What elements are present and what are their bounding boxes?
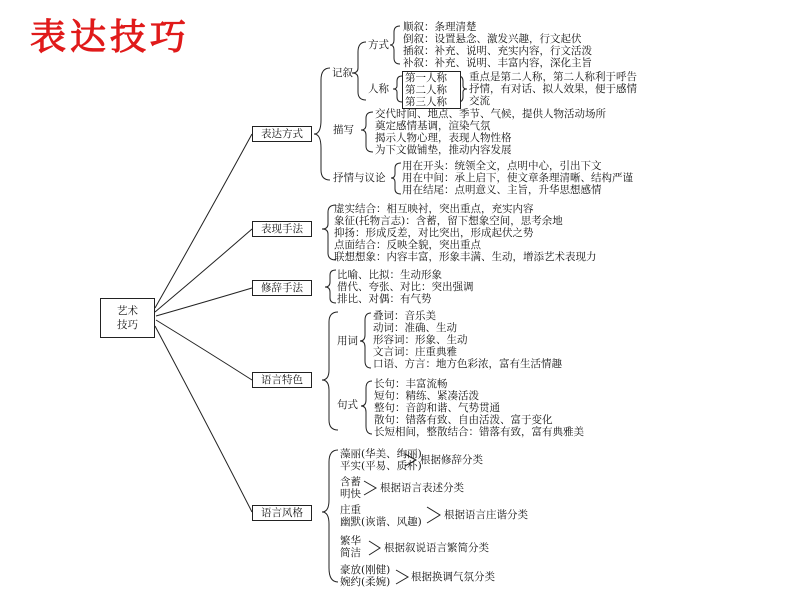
root-box xyxy=(100,298,155,338)
rencheng-note: 交流 xyxy=(469,95,490,107)
root-link-yuyan xyxy=(156,320,252,380)
brace-rencheng xyxy=(393,76,402,102)
miaoxie-item: 奠定感情基调，渲染气氛 xyxy=(375,120,491,132)
jushi-item: 整句：音韵和谐、气势贯通 xyxy=(374,402,500,414)
miaoxie-item: 揭示人物心理，表现人物性格 xyxy=(375,132,512,144)
label-jixu: 记叙 xyxy=(332,67,353,79)
fengge-a: 豪放(刚健) xyxy=(340,564,391,576)
node-xiuci: 修辞手法 xyxy=(252,280,312,296)
biaoxian-item: 虚实结合：相互映衬，突出重点，充实内容 xyxy=(334,203,534,215)
label-miaoxie: 描写 xyxy=(333,124,354,136)
brace-fengge xyxy=(322,450,338,582)
label-yongci: 用词 xyxy=(337,335,358,347)
bracket-fengge-4 xyxy=(369,541,380,555)
node-biaoxian: 表现手法 xyxy=(252,221,312,237)
root-line2: 技巧 xyxy=(117,319,138,331)
fengge-a: 繁华 xyxy=(340,535,361,547)
fengge-a: 藻丽(华美、绚丽) xyxy=(340,448,422,460)
brace-shuqing xyxy=(391,163,401,194)
fengge-note: 根据修辞分类 xyxy=(420,454,483,466)
fengge-note: 根据叙说语言繁简分类 xyxy=(384,542,489,554)
biaoxian-item: 联想想象：内容丰富，形象丰满、生动，增添艺术表现力 xyxy=(334,251,597,263)
biaoxian-item: 象征(托物言志)：含蓄，留下想象空间，思考余地 xyxy=(334,215,563,227)
jushi-item: 短句：精练、紧凑活泼 xyxy=(374,390,479,402)
jushi-item: 长句：丰富流畅 xyxy=(374,378,448,390)
fangshi-item: 插叙：补充、说明、充实内容，行文活泼 xyxy=(403,45,592,57)
xiuci-item: 借代、夸张、对比：突出强调 xyxy=(337,281,474,293)
yongci-item: 形容词：形象、生动 xyxy=(373,334,468,346)
jushi-item: 散句：错落有致、自由活泼、富于变化 xyxy=(374,414,553,426)
yongci-item: 动词：准确、生动 xyxy=(373,322,457,334)
fengge-a: 庄重 xyxy=(340,504,361,516)
node-biaoda: 表达方式 xyxy=(252,126,312,142)
label-rencheng: 人称 xyxy=(368,83,389,95)
shuqing-item: 用在中间：承上启下，使文章条理清晰、结构严谨 xyxy=(402,172,633,184)
miaoxie-item: 为下文做铺垫，推动内容发展 xyxy=(375,144,512,156)
root-link-biaoxian xyxy=(155,229,252,312)
root-link-fengge xyxy=(155,326,252,512)
brace-miaoxie xyxy=(361,112,373,152)
rencheng-note: 抒情，有对话、拟人效果，便于感情 xyxy=(469,83,637,95)
bracket-fengge-5 xyxy=(396,570,408,584)
rencheng-item: 第三人称 xyxy=(405,96,447,108)
node-fengge: 语言风格 xyxy=(252,505,312,521)
root-line1: 艺术 xyxy=(117,305,138,317)
rencheng-item: 第一人称 xyxy=(405,72,447,84)
fengge-b: 简洁 xyxy=(340,547,361,559)
shuqing-item: 用在开头：统领全文，点明中心，引出下文 xyxy=(402,160,602,172)
brace-yuyan xyxy=(322,312,338,430)
fangshi-item: 补叙：补充、说明、丰富内容，深化主旨 xyxy=(403,57,592,69)
shuqing-item: 用在结尾：点明意义、主旨，升华思想感情 xyxy=(402,184,602,196)
biaoxian-item: 点面结合：反映全貌，突出重点 xyxy=(334,239,481,251)
fengge-note: 根据语言庄谐分类 xyxy=(444,509,528,521)
xiuci-item: 比喻、比拟：生动形象 xyxy=(337,269,442,281)
jushi-item: 长短相间，整散结合：错落有致，富有典雅美 xyxy=(374,426,584,438)
yongci-item: 口语、方言：地方色彩浓，富有生活情趣 xyxy=(373,358,562,370)
brace-biaoda xyxy=(314,68,330,180)
rencheng-box xyxy=(402,71,461,109)
page-title: 表达技巧 xyxy=(30,17,191,58)
fengge-b: 幽默(诙谐、风趣) xyxy=(340,516,422,528)
fangshi-item: 倒叙：设置悬念、激发兴趣，行文起伏 xyxy=(403,33,582,45)
xiuci-item: 排比、对偶：有气势 xyxy=(337,293,432,305)
fengge-b: 平实(平易、质朴) xyxy=(340,460,422,472)
fengge-note: 根据语言表述分类 xyxy=(380,482,464,494)
root-link-biaoda xyxy=(155,134,252,308)
miaoxie-item: 交代时间、地点、季节、气候，提供人物活动场所 xyxy=(375,108,606,120)
fengge-a: 含蓄 xyxy=(340,476,361,488)
brace-xiuci xyxy=(325,270,336,303)
brace-fangshi xyxy=(390,26,400,64)
label-fangshi: 方式 xyxy=(368,39,389,51)
rencheng-note: 重点是第二人称，第二人称利于呼告 xyxy=(469,71,637,83)
yongci-item: 叠词：音乐美 xyxy=(373,310,436,322)
fangshi-item: 顺叙：条理清楚 xyxy=(403,21,477,33)
brace-jushi xyxy=(361,381,372,434)
fengge-note: 根据换调气氛分类 xyxy=(411,571,495,583)
label-jushi: 句式 xyxy=(337,399,358,411)
brace-yongci xyxy=(360,313,371,368)
label-shuqing: 抒情与议论 xyxy=(333,172,386,184)
yongci-item: 文言词：庄重典雅 xyxy=(373,346,457,358)
brace-jixu xyxy=(352,42,366,100)
node-yuyan: 语言特色 xyxy=(252,372,312,388)
fengge-b: 婉约(柔婉) xyxy=(340,576,391,588)
bracket-fengge-2 xyxy=(364,481,376,495)
fengge-b: 明快 xyxy=(340,488,361,500)
bracket-fengge-3 xyxy=(427,507,440,523)
root-link-xiuci xyxy=(156,288,252,316)
biaoxian-item: 抑扬：形成反差，对比突出，形成起伏之势 xyxy=(334,227,534,239)
rencheng-item: 第二人称 xyxy=(405,84,447,96)
